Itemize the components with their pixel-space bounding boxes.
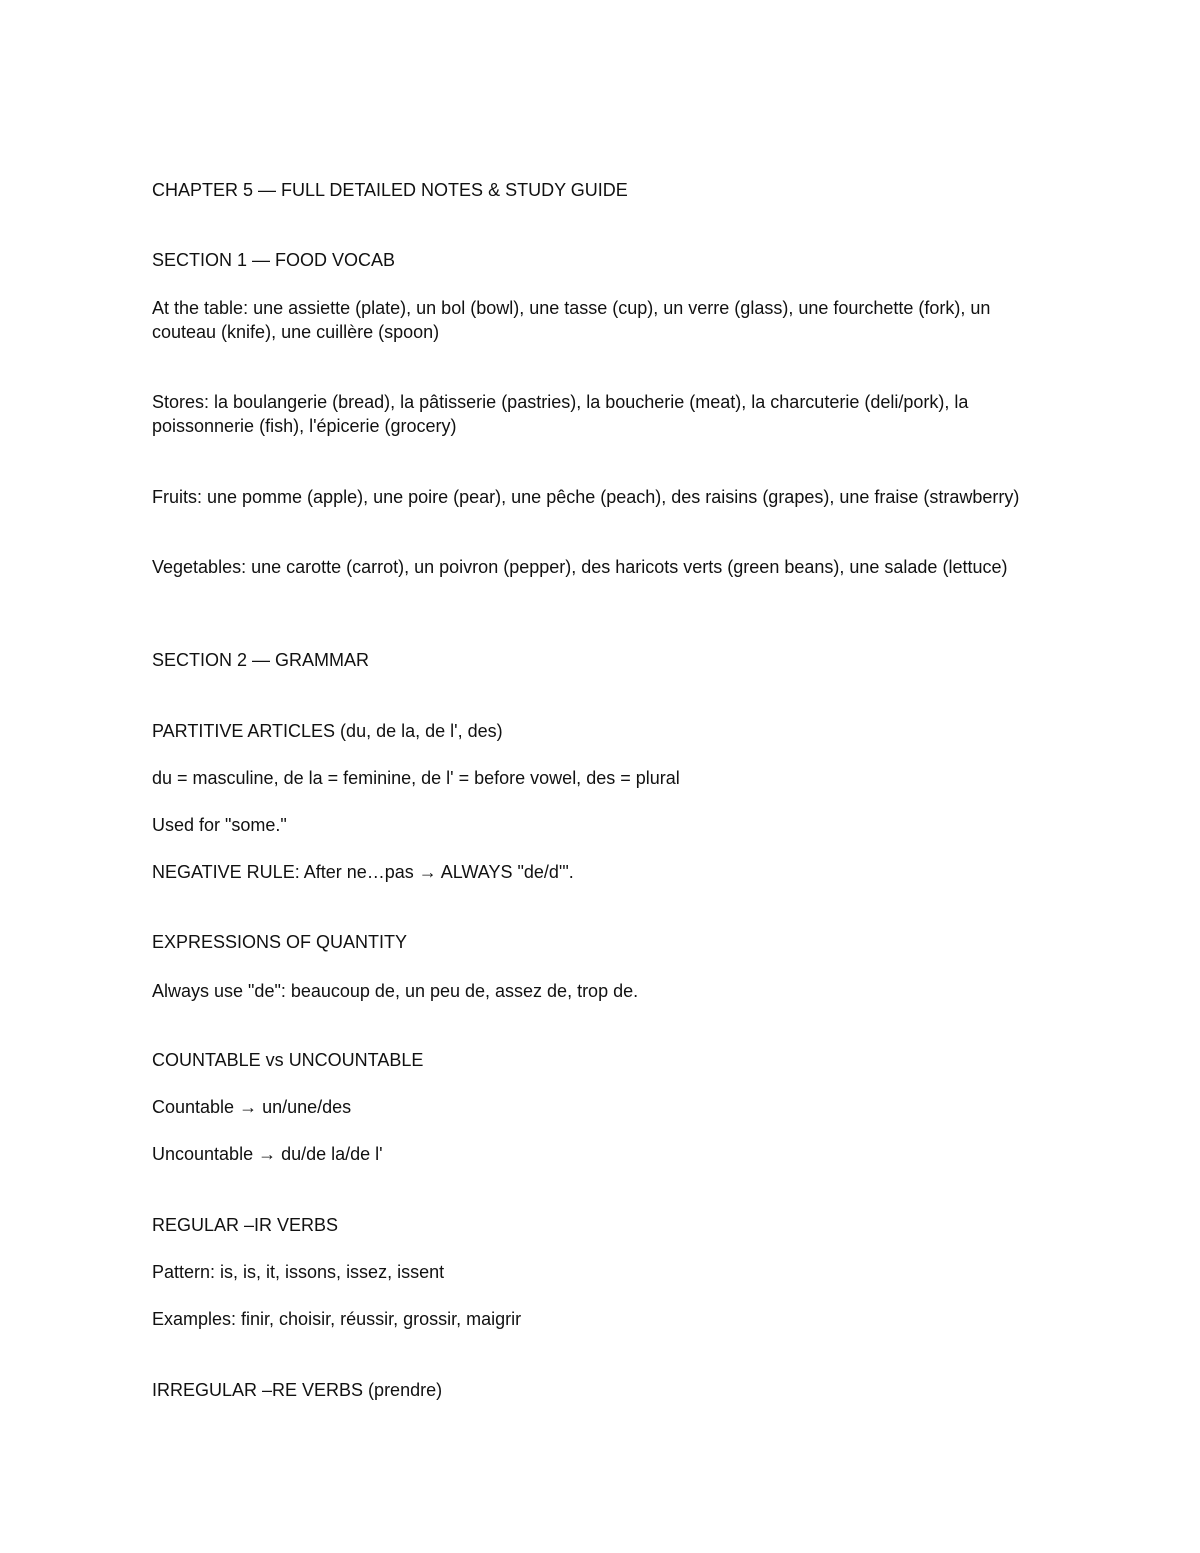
ir-verbs-heading: REGULAR –IR VERBS bbox=[152, 1215, 339, 1235]
section-2-heading: SECTION 2 — GRAMMAR bbox=[152, 650, 370, 670]
negative-rule: NEGATIVE RULE: After ne…pas → ALWAYS "de/d'". bbox=[152, 862, 574, 882]
countable-heading: COUNTABLE vs UNCOUNTABLE bbox=[152, 1050, 424, 1070]
partitive-heading: PARTITIVE ARTICLES (du, de la, de l', des) bbox=[152, 721, 503, 741]
quantity-rule: Always use "de": beaucoup de, un peu de, assez de, trop de. bbox=[152, 981, 639, 1001]
vegetables-vocab-paragraph: Vegetables: une carotte (carrot), un poivron (pepper), des haricots verts (green beans), une salade (lettuce) bbox=[152, 557, 1008, 577]
ir-verbs-pattern: Pattern: is, is, it, issons, issez, issent bbox=[152, 1262, 445, 1282]
section-1-heading: SECTION 1 — FOOD VOCAB bbox=[152, 250, 396, 270]
countable-rule: Countable → un/une/des bbox=[152, 1097, 352, 1117]
fruits-vocab-paragraph: Fruits: une pomme (apple), une poire (pear), une pêche (peach), des raisins (grapes), une fraise (strawberry) bbox=[152, 487, 1020, 507]
stores-vocab-paragraph: Stores: la boulangerie (bread), la pâtisserie (pastries), la boucherie (meat), la charcuterie (deli/pork), la poissonnerie (fish), l'épicerie (grocery) bbox=[152, 392, 969, 436]
quantity-heading: EXPRESSIONS OF QUANTITY bbox=[152, 932, 408, 952]
partitive-rule: du = masculine, de la = feminine, de l' = before vowel, des = plural bbox=[152, 768, 680, 788]
uncountable-rule: Uncountable → du/de la/de l' bbox=[152, 1144, 383, 1164]
partitive-usage: Used for "some." bbox=[152, 815, 287, 835]
re-verbs-heading: IRREGULAR –RE VERBS (prendre) bbox=[152, 1380, 443, 1400]
document-title: CHAPTER 5 — FULL DETAILED NOTES & STUDY GUIDE bbox=[152, 180, 628, 200]
table-vocab-paragraph: At the table: une assiette (plate), un bol (bowl), une tasse (cup), un verre (glass), une fourchette (fork), un couteau (knife), une cuillère (spoon) bbox=[152, 298, 991, 342]
ir-verbs-examples: Examples: finir, choisir, réussir, grossir, maigrir bbox=[152, 1309, 522, 1329]
